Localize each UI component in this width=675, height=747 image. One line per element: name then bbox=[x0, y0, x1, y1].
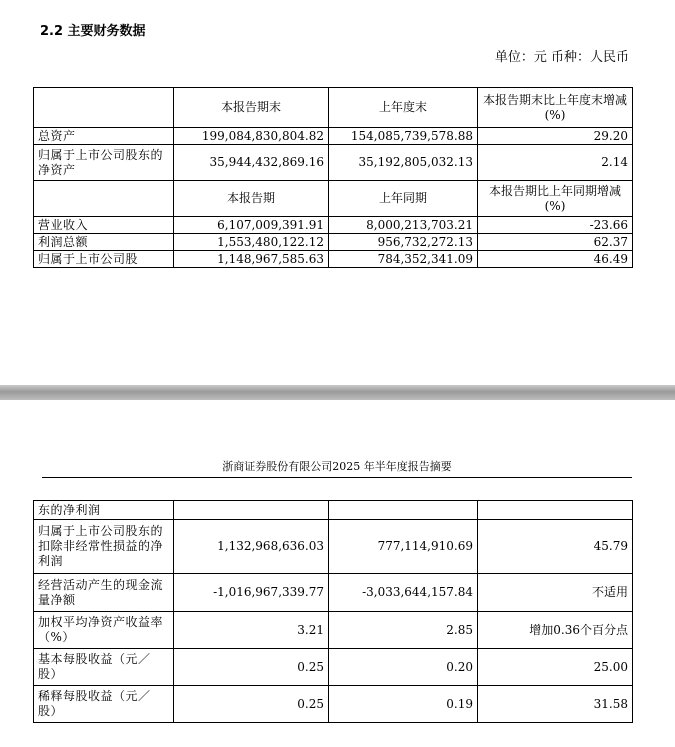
row-label: 东的净利润 bbox=[34, 501, 174, 520]
value-cell: 62.37 bbox=[478, 234, 633, 251]
value-cell: 增加0.36个百分点 bbox=[478, 612, 633, 649]
row-label: 营业收入 bbox=[34, 217, 174, 234]
header-cell: 上年同期 bbox=[329, 181, 478, 217]
header-cell bbox=[34, 88, 174, 128]
value-cell: 2.14 bbox=[478, 145, 633, 181]
header-cell: 本报告期末比上年度末增减(%) bbox=[478, 88, 633, 128]
header-cell: 上年度末 bbox=[329, 88, 478, 128]
row-label: 总资产 bbox=[34, 128, 174, 145]
row-label: 经营活动产生的现金流量净额 bbox=[34, 574, 174, 612]
value-cell: 0.25 bbox=[174, 686, 329, 723]
header-cell: 本报告期末 bbox=[174, 88, 329, 128]
value-cell: 29.20 bbox=[478, 128, 633, 145]
page-separator bbox=[0, 385, 675, 400]
value-cell: 2.85 bbox=[329, 612, 478, 649]
financial-data-table-continued bbox=[33, 500, 633, 723]
header-cell bbox=[34, 181, 174, 217]
value-cell: 3.21 bbox=[174, 612, 329, 649]
table-row bbox=[34, 128, 633, 145]
table-row bbox=[34, 234, 633, 251]
row-label: 归属于上市公司股 bbox=[34, 251, 174, 268]
value-cell: 199,084,830,804.82 bbox=[174, 128, 329, 145]
table-row bbox=[34, 612, 633, 649]
value-cell: 956,732,272.13 bbox=[329, 234, 478, 251]
value-cell: 35,944,432,869.16 bbox=[174, 145, 329, 181]
value-cell: 0.20 bbox=[329, 649, 478, 686]
unit-currency-note: 单位：元 币种：人民币 bbox=[494, 50, 629, 65]
value-cell: 6,107,009,391.91 bbox=[174, 217, 329, 234]
value-cell: 8,000,213,703.21 bbox=[329, 217, 478, 234]
row-label: 加权平均净资产收益率（%） bbox=[34, 612, 174, 649]
table-row bbox=[34, 217, 633, 234]
table-row bbox=[34, 501, 633, 520]
table-row bbox=[34, 686, 633, 723]
value-cell: 46.49 bbox=[478, 251, 633, 268]
value-cell: 31.58 bbox=[478, 686, 633, 723]
value-cell bbox=[329, 501, 478, 520]
value-cell: 45.79 bbox=[478, 520, 633, 574]
value-cell: 25.00 bbox=[478, 649, 633, 686]
value-cell: 1,132,968,636.03 bbox=[174, 520, 329, 574]
table-row bbox=[34, 520, 633, 574]
running-page-header: 浙商证券股份有限公司2025 年半年度报告摘要 bbox=[42, 458, 632, 478]
row-label: 稀释每股收益（元／股） bbox=[34, 686, 174, 723]
section-title: 2.2 主要财务数据 bbox=[40, 24, 146, 39]
value-cell bbox=[478, 501, 633, 520]
table-header-row bbox=[34, 181, 633, 217]
value-cell: -3,033,644,157.84 bbox=[329, 574, 478, 612]
financial-data-table bbox=[33, 87, 633, 268]
row-label: 归属于上市公司股东的净资产 bbox=[34, 145, 174, 181]
value-cell: -23.66 bbox=[478, 217, 633, 234]
value-cell: 777,114,910.69 bbox=[329, 520, 478, 574]
row-label: 归属于上市公司股东的扣除非经常性损益的净利润 bbox=[34, 520, 174, 574]
value-cell: 不适用 bbox=[478, 574, 633, 612]
header-cell: 本报告期 bbox=[174, 181, 329, 217]
table-row bbox=[34, 574, 633, 612]
value-cell: 1,148,967,585.63 bbox=[174, 251, 329, 268]
value-cell: 1,553,480,122.12 bbox=[174, 234, 329, 251]
table-row bbox=[34, 145, 633, 181]
value-cell: -1,016,967,339.77 bbox=[174, 574, 329, 612]
value-cell: 784,352,341.09 bbox=[329, 251, 478, 268]
value-cell bbox=[174, 501, 329, 520]
table-header-row bbox=[34, 88, 633, 128]
value-cell: 154,085,739,578.88 bbox=[329, 128, 478, 145]
header-cell: 本报告期比上年同期增减(%) bbox=[478, 181, 633, 217]
value-cell: 0.25 bbox=[174, 649, 329, 686]
table-row bbox=[34, 649, 633, 686]
row-label: 利润总额 bbox=[34, 234, 174, 251]
table-row bbox=[34, 251, 633, 268]
value-cell: 35,192,805,032.13 bbox=[329, 145, 478, 181]
row-label: 基本每股收益（元／股） bbox=[34, 649, 174, 686]
value-cell: 0.19 bbox=[329, 686, 478, 723]
